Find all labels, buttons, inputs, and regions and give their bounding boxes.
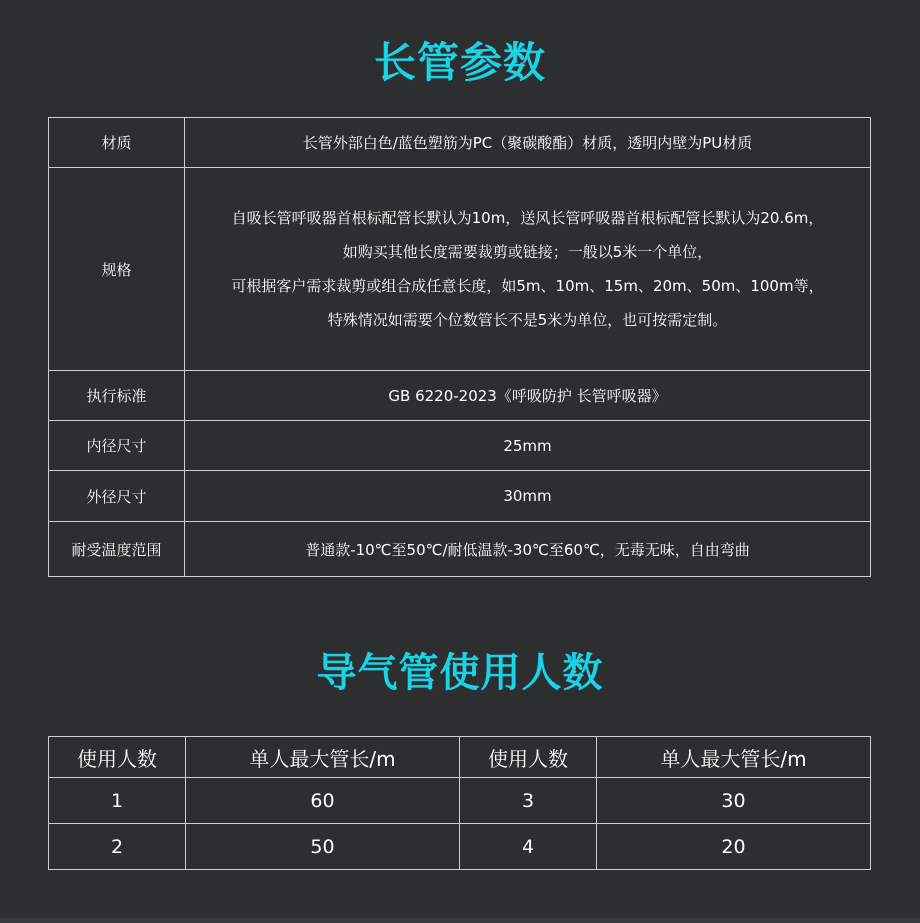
row-value: 30mm [185,471,871,522]
table-row [49,824,871,870]
column-header: 使用人数 [49,737,186,778]
column-header: 单人最大管长/m [186,737,460,778]
row-label: 规格 [49,168,185,371]
row-label: 材质 [49,118,185,168]
table-row [49,421,871,471]
row-value: GB 6220-2023《呼吸防护 长管呼吸器》 [185,371,871,421]
section-title-users: 导气管使用人数 [316,650,604,696]
row-value: 25mm [185,421,871,471]
column-header: 单人最大管长/m [597,737,871,778]
table-cell: 4 [460,824,597,870]
row-label: 外径尺寸 [49,471,185,522]
bottom-divider [0,918,920,923]
spec-line: 可根据客户需求裁剪或组合成任意长度，如5m、10m、15m、20m、50m、100m等， [231,277,824,295]
spec-line: 自吸长管呼吸器首根标配管长默认为10m，送风长管呼吸器首根标配管长默认为20.6m， [231,209,824,227]
table-cell: 30 [597,778,871,824]
table-cell: 2 [49,824,186,870]
row-label: 耐受温度范围 [49,522,185,577]
table-row [49,471,871,522]
row-value: 长管外部白色/蓝色塑筋为PC（聚碳酸酯）材质，透明内壁为PU材质 [185,118,871,168]
table-cell: 1 [49,778,186,824]
section-title-params: 长管参数 [373,38,546,87]
column-header: 使用人数 [460,737,597,778]
params-table [48,117,871,577]
row-value: 普通款-10℃至50℃/耐低温款-30℃至60℃，无毒无味，自由弯曲 [185,522,871,577]
row-value [185,168,871,371]
table-row [49,371,871,421]
table-row [49,118,871,168]
table-cell: 20 [597,824,871,870]
table-row [49,778,871,824]
row-label: 内径尺寸 [49,421,185,471]
spec-line: 如购买其他长度需要裁剪或链接；一般以5米一个单位， [342,243,713,261]
row-label: 执行标准 [49,371,185,421]
table-row [49,168,871,371]
spec-line: 特殊情况如需要个位数管长不是5米为单位，也可按需定制。 [327,311,728,329]
table-row [49,522,871,577]
table-cell: 3 [460,778,597,824]
table-cell: 50 [186,824,460,870]
table-header-row [49,737,871,778]
table-cell: 60 [186,778,460,824]
users-table [48,736,871,870]
